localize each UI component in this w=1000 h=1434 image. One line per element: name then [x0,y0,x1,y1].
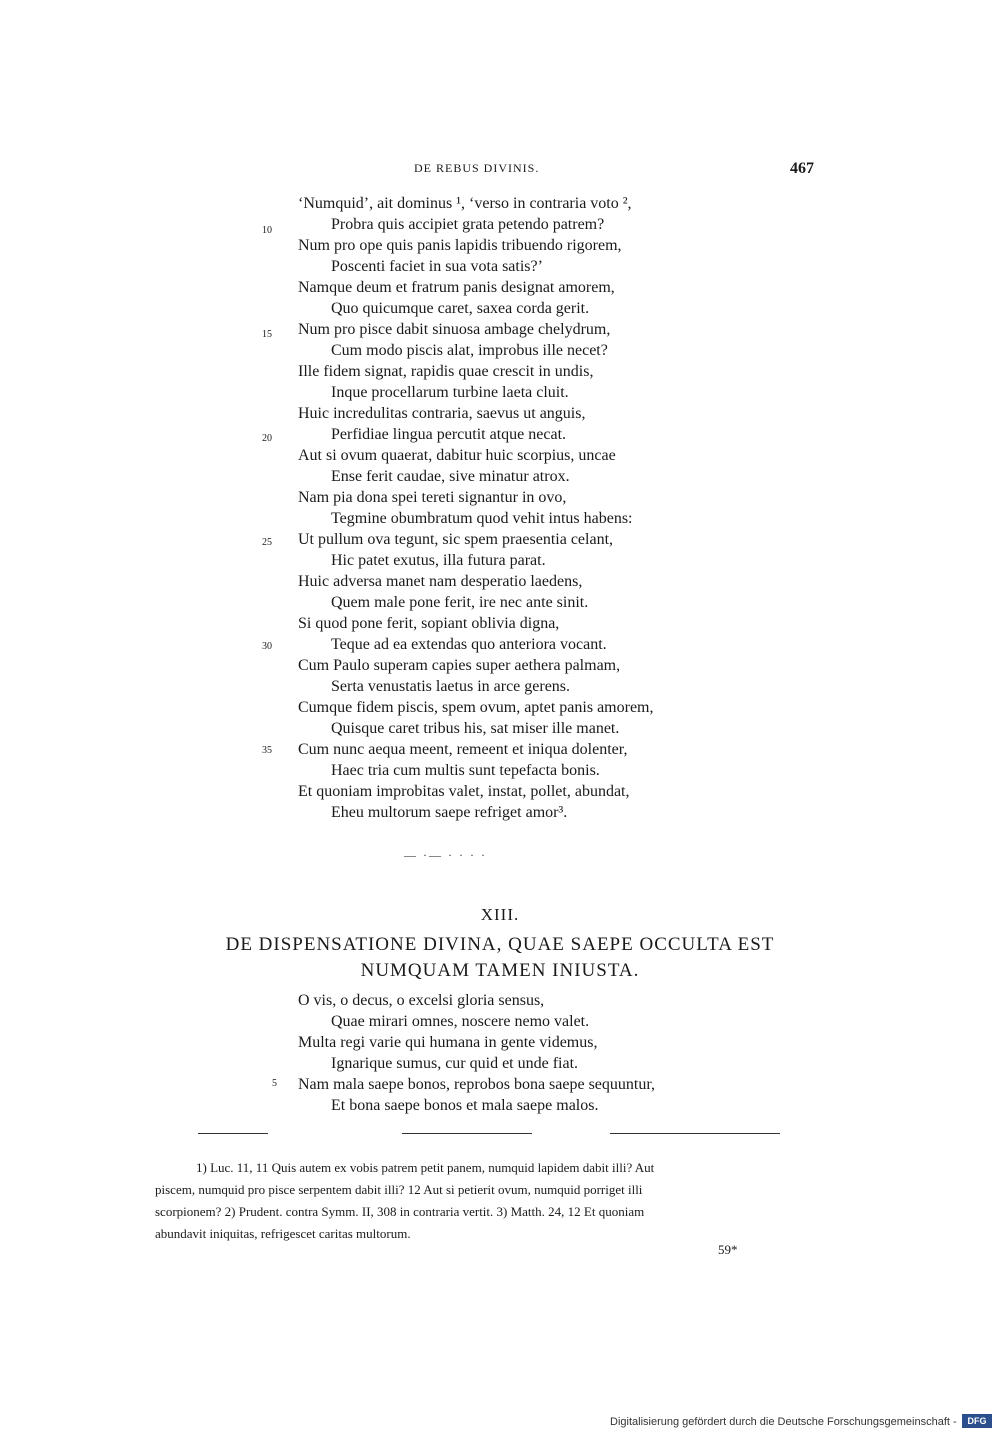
line-number-25: 25 [262,537,272,548]
verse-line: Quem male pone ferit, ire nec ante sinit. [331,594,589,611]
verse-line: Quo quicumque caret, saxea corda gerit. [331,300,590,317]
section-title-line-1: DE DISPENSATIONE DIVINA, QUAE SAEPE OCCULTA EST [225,934,775,955]
verse-line: Poscenti faciet in sua vota satis?’ [331,258,543,275]
verse-line: Probra quis accipiet grata petendo patrem? [331,216,605,233]
footnote-rule [198,1133,268,1134]
running-title: DE REBUS DIVINIS. [414,161,540,175]
verse-line: Namque deum et fratrum panis designat amorem, [298,279,615,296]
verse-line: Cumque fidem piscis, spem ovum, aptet panis amorem, [298,699,654,716]
footnote-rule [610,1133,780,1134]
verse-line: Eheu multorum saepe refriget amor³. [331,804,568,821]
verse-line: Tegmine obumbratum quod vehit intus habens: [331,510,633,527]
verse-line: Quisque caret tribus his, sat miser ille manet. [331,720,620,737]
page-number: 467 [790,160,814,177]
verse-line: Et quoniam improbitas valet, instat, pollet, abundat, [298,783,630,800]
section-number: XIII. [480,905,520,924]
line-number-10: 10 [262,225,272,236]
digitization-credit: Digitalisierung gefördert durch die Deutsche Forschungsgemeinschaft - [610,1416,957,1428]
signature-mark: 59* [718,1242,738,1257]
verse-line: Cum Paulo superam capies super aethera palmam, [298,657,621,674]
verse-line: ‘Numquid’, ait dominus ¹, ‘verso in contraria voto ², [298,195,632,212]
verse-line: Num pro pisce dabit sinuosa ambage chelydrum, [298,321,611,338]
verse-line: Ense ferit caudae, sive minatur atrox. [331,468,570,485]
line-number-15: 15 [262,329,272,340]
footnote-rule [402,1133,532,1134]
section-title-line-2: NUMQUAM TAMEN INIUSTA. [360,960,640,981]
section-separator: — ·— · · · · [404,848,487,862]
verse-line: Serta venustatis laetus in arce gerens. [331,678,571,695]
line-number-30: 30 [262,641,272,652]
verse-line: O vis, o decus, o excelsi gloria sensus, [298,992,545,1009]
verse-line: Si quod pone ferit, sopiant oblivia digna, [298,615,560,632]
line-number-35: 35 [262,745,272,756]
verse-line: Huic incredulitas contraria, saevus ut anguis, [298,405,586,422]
verse-line: Huic adversa manet nam desperatio laedens, [298,573,583,590]
verse-line: Haec tria cum multis sunt tepefacta bonis. [331,762,600,779]
verse-line: Ut pullum ova tegunt, sic spem praesentia celant, [298,531,614,548]
verse-line: Aut si ovum quaerat, dabitur huic scorpius, uncae [298,447,616,464]
verse-line: Perfidiae lingua percutit atque necat. [331,426,567,443]
verse-line: Multa regi varie qui humana in gente videmus, [298,1034,598,1051]
verse-line: Nam mala saepe bonos, reprobos bona saepe sequuntur, [298,1076,656,1093]
line-number-20: 20 [262,433,272,444]
verse-line: Nam pia dona spei tereti signantur in ovo, [298,489,567,506]
verse-line: Teque ad ea extendas quo anteriora vocant. [331,636,607,653]
line-number-5: 5 [272,1078,277,1089]
verse-line: Ignarique sumus, cur quid et unde fiat. [331,1055,579,1072]
dfg-logo-icon: DFG [962,1414,992,1428]
verse-line: Hic patet exutus, illa futura parat. [331,552,546,569]
verse-line: Cum nunc aequa meent, remeent et iniqua dolenter, [298,741,628,758]
verse-line: Cum modo piscis alat, improbus ille necet? [331,342,608,359]
verse-line: Et bona saepe bonos et mala saepe malos. [331,1097,599,1114]
footnote-line: abundavit iniquitas, refrigescet caritas multorum. [155,1226,411,1241]
verse-line: Inque procellarum turbine laeta cluit. [331,384,569,401]
footnote-line: 1) Luc. 11, 11 Quis autem ex vobis patrem petit panem, numquid lapidem dabit illi? Aut [196,1160,655,1175]
verse-line: Num pro ope quis panis lapidis tribuendo rigorem, [298,237,622,254]
footnote-line: scorpionem? 2) Prudent. contra Symm. II, 308 in contraria vertit. 3) Matth. 24, 12 Et quoniam [155,1204,645,1219]
verse-line: Quae mirari omnes, noscere nemo valet. [331,1013,590,1030]
verse-line: Ille fidem signat, rapidis quae crescit in undis, [298,363,594,380]
footnote-line: piscem, numquid pro pisce serpentem dabit illi? 12 Aut si petierit ovum, numquid porriget illi [155,1182,643,1197]
